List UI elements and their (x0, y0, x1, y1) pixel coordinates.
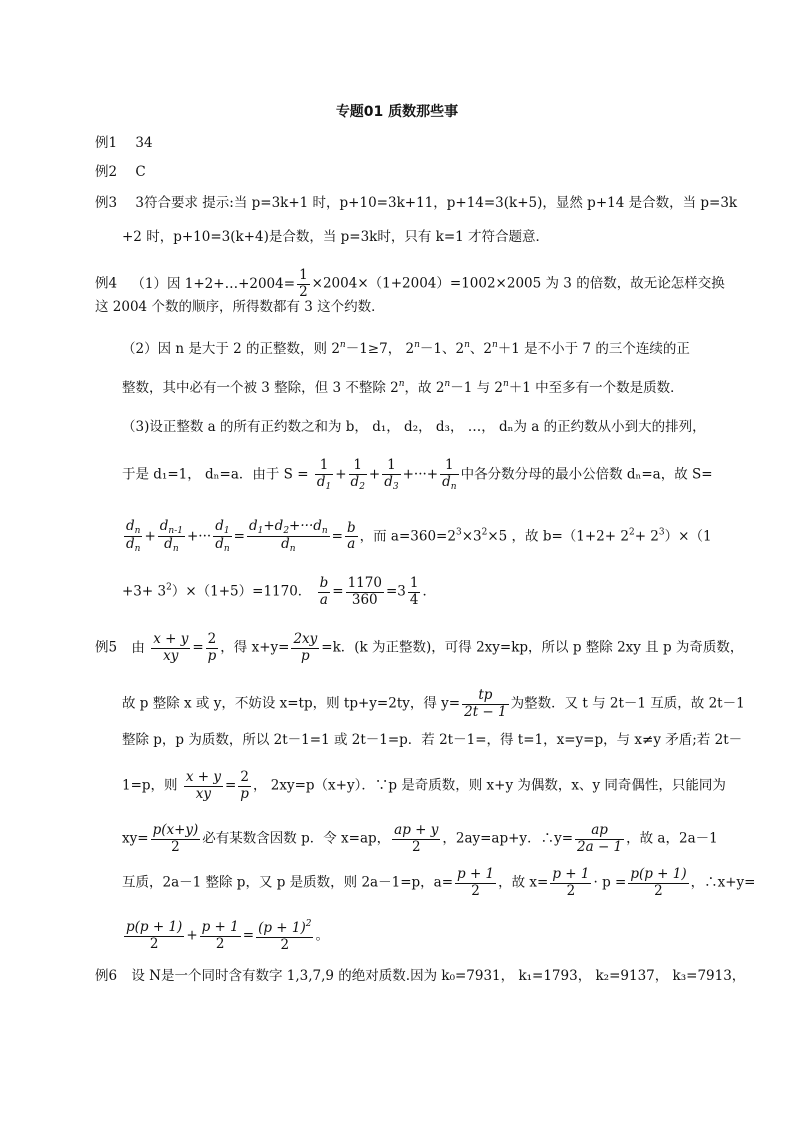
text-segment: 互质，2a－1 整除 p，又 p 是质数，则 2a－1=p，a= (122, 874, 454, 891)
fraction-p-p1-2: $\frac{p(p + 1)}{2}$ (630, 866, 687, 899)
text-segment: 故 p 整除 x 或 y，不妨设 x=tp，则 tp+y=2ty，得 y= (122, 695, 461, 712)
exponent: n (491, 340, 498, 350)
example-4-line-4 (122, 380, 684, 396)
text-segment: ×5 ，故 b=（1+2+ 2 (487, 528, 629, 545)
fraction-2xy-p: $\frac{2xy}{p}$ (293, 631, 318, 664)
example-label: 例1 (95, 135, 118, 151)
fraction-p1-2: $\frac{p + 1}{2}$ (457, 866, 495, 899)
example-label: 例5 (95, 639, 118, 656)
example-4-line-5: （3)设正整数 a 的所有正约数之和为 b， d₁， d₂， d₃， …， dₙ为 a 的正约数从小到大的排列， (122, 419, 706, 435)
text-segment: 整数，其中必有一个被 3 整除，但 3 不整除 2 (122, 380, 399, 396)
text-segment: 必有某数含因数 p．令 x=ap， (202, 830, 391, 847)
fraction-2-p: $\frac{2}{p}$ (240, 769, 249, 802)
example-4-line-6: 于是 d₁=1， dₙ=a．由于 S = $\frac{1}{d_1}$ + $\frac{1}{d_2}$ + $\frac{1}{d_3}$ +···+ $\frac{1}{d_n}$ 中各分数分母的最小公倍数 dₙ=a，故 S= (122, 457, 713, 492)
example-4-line-1 (95, 268, 725, 300)
text-segment: 1=p，则 (122, 777, 178, 794)
example-5-line-6 (122, 867, 756, 899)
fraction-p-xy-over-2: $\frac{p(x+y)}{2}$ (152, 822, 199, 855)
exponent: n (414, 340, 420, 350)
example-6-line-1 (95, 970, 745, 984)
exponent: n (444, 379, 451, 389)
text-segment: 、2 (469, 341, 492, 357)
text-segment: ，得 x+y= (220, 639, 290, 656)
text-segment: ，2ay=ap+y．∴y= (442, 830, 574, 847)
exponent: 3 (658, 527, 665, 538)
example-1 (95, 137, 153, 151)
fraction-1-d2: $\frac{1}{d_2}$ (350, 457, 365, 492)
text-segment: ， 2xy=p（x+y）．∵p 是奇质数，则 x+y 为偶数，x、y 同奇偶性，只能同为 (252, 777, 726, 794)
example-label: 例6 (95, 968, 118, 984)
exponent: n (464, 340, 470, 350)
example-3-line-2: +2 时，p+10=3(k+4)是合数，当 p=3k时，只有 k=1 才符合题意． (122, 229, 550, 245)
text-segment: ． (422, 583, 436, 600)
text-segment: ，故 2 (404, 380, 445, 396)
fraction-2-p: $\frac{2}{p}$ (207, 631, 217, 664)
fraction-ap-2a-1: $\frac{ap}{2a - 1}$ (577, 822, 623, 855)
exponent: 2 (481, 527, 488, 538)
example-label: 例4 (95, 275, 118, 292)
fraction-tp-2t-1: $\frac{tp}{2t - 1}$ (464, 687, 507, 720)
fraction-b-a: $\frac{b}{a}$ (346, 519, 356, 553)
text-segment: 由 (131, 639, 145, 656)
text-segment: 于是 d₁=1， dₙ=a．由于 S = (122, 466, 309, 483)
fraction-numerator: 1 (299, 267, 308, 283)
fraction-1-d1: $\frac{1}{d_1}$ (316, 457, 332, 492)
page-title: 专题01 质数那些事 (335, 104, 459, 120)
exponent: n (339, 340, 346, 350)
text-segment: 。 (315, 927, 329, 944)
fraction-1-dn: $\frac{1}{d_n}$ (442, 457, 457, 492)
fraction-xy-sum-over-xy: $\frac{x + y}{xy}$ (153, 631, 189, 664)
example-label: 例3 (95, 195, 118, 211)
example-4-line-3 (122, 341, 690, 357)
text-segment: ）×（1+5）=1170． (171, 583, 312, 600)
fraction-1-d3: $\frac{1}{d_3}$ (384, 457, 399, 492)
text-segment: －1、2 (419, 341, 465, 357)
text-segment: ，故 a，2a－1 (626, 830, 718, 847)
fraction-denominator: 2 (299, 283, 308, 300)
fraction-sum-dn: $\frac{d_1+d_2+\cdot\cdot\cdot d_n}{d_n}$ (248, 518, 328, 555)
example-5-line-5 (122, 823, 718, 855)
fraction-dn1-dn: $\frac{d_{n-1}}{d_n}$ (159, 518, 183, 555)
answer-text: 34 (135, 135, 153, 151)
fraction-p-p1-2: $\frac{p(p + 1)}{2}$ (126, 919, 183, 952)
example-5-line-7: $\frac{p(p + 1)}{2}$ + $\frac{p + 1}{2}$ = $\frac{(p + 1)^2}{2}$ 。 (126, 919, 329, 953)
example-4-line-7: $\frac{d_n}{d_n}$ + $\frac{d_{n-1}}{d_n}$ +··· $\frac{d_1}{d_n}$ = $\frac{d_1+d_2+\cdot\cdot\cdot d_n}{d_n}$ = $\frac{b}{a}$ ，而 $a=360=2^3\times 3^2\times 5$ ，故 $b=(1+2+ 2^2+ 2^3)\times(1$ (126, 518, 712, 555)
exponent: n (502, 379, 509, 389)
text-segment: ＋1 中至多有一个数是质数． (508, 380, 684, 396)
text-segment: ，而 a=360=2 (359, 528, 456, 545)
example-label: 例2 (95, 164, 118, 180)
text-segment: （1）因 1+2+…+2004= (131, 275, 296, 292)
text-segment: ）×（1 (664, 528, 712, 545)
text-segment: xy= (122, 830, 149, 847)
example-4-line-2: 这 2004 个数的顺序，所得数都有 3 这个约数． (95, 299, 385, 315)
answer-text: C (135, 164, 146, 180)
fraction-d1-dn: $\frac{d_1}{d_n}$ (215, 518, 230, 555)
text-segment: · p = (593, 874, 627, 891)
text-segment: + 2 (634, 528, 659, 545)
text-segment: 为整数．又 t 与 2t－1 互质，故 2t－1 (510, 695, 745, 712)
text-segment: =k．(k 为正整数)，可得 2xy=kp，所以 p 整除 2xy 且 p 为奇质数， (321, 639, 744, 656)
example-2 (95, 166, 146, 180)
fraction-p1-2: $\frac{p + 1}{2}$ (201, 919, 239, 952)
text-segment: ＋1 是不小于 7 的三个连续的正 (497, 341, 690, 357)
text-segment: ×3 (461, 528, 482, 545)
fraction-xy-sum-over-xy: $\frac{x + y}{xy}$ (185, 769, 221, 802)
fraction-p1-squared-2: $\frac{(p + 1)^2}{2}$ (258, 919, 312, 953)
text-segment: 设 N是一个同时含有数字 1,3,7,9 的绝对质数.因为 k₀=7931， k₁=1793， k₂=9137， k₃=7913， (131, 968, 746, 984)
text-segment: ，故 x= (498, 874, 549, 891)
fraction-dn-dn: $\frac{d_n}{d_n}$ (126, 518, 141, 555)
example-5-line-3: 整除 p，p 为质数，所以 2t－1=1 或 2t－1=p．若 2t－1=，得 t=1，x=y=p，与 x≠y 矛盾;若 2t－ (122, 732, 743, 748)
exponent: 3 (455, 527, 462, 538)
text-segment: 3符合要求 提示:当 (135, 195, 248, 211)
exponent: 2 (166, 582, 172, 593)
fraction-1170-360: $\frac{1170}{360}$ (347, 575, 382, 608)
example-3-line-1 (95, 197, 737, 211)
text-segment: +3+ 3 (122, 583, 167, 600)
example-5-line-1: 例5 由 $\frac{x + y}{xy}$ = $\frac{2}{p}$ ，得 x+y= $\frac{2xy}{p}$ =k．(k 为正整数)，可得 2xy=kp，所以 p 整除 2xy 且 p 为奇质数， (95, 631, 744, 664)
exponent: n (398, 379, 405, 389)
text-segment: －1 与 2 (450, 380, 503, 396)
text-segment: ，∴x+y= (690, 874, 756, 891)
example-5-line-4: 1=p，则 $\frac{x + y}{xy}$ = $\frac{2}{p}$ ， 2xy=p（x+y）．∵p 是奇质数，则 x+y 为偶数，x、y 同奇偶性，只能同为 (122, 769, 726, 802)
example-5-line-2 (122, 688, 745, 720)
text-segment: －1≥7， 2 (345, 341, 415, 357)
fraction-p1-2: $\frac{p + 1}{2}$ (552, 866, 590, 899)
text-segment: p=3k+1 时，p+10=3k+11，p+14=3(k+5)，显然 p+14 是合数，当 p=3k (251, 195, 738, 211)
text-segment: ×2004×（1+2004）=1002×2005 为 3 的倍数，故无论怎样交换 (311, 275, 725, 292)
fraction-b-a: $\frac{b}{a}$ (319, 575, 329, 608)
fraction-one-quarter: $\frac{1}{4}$ (409, 575, 419, 608)
fraction-ap-y-over-2: $\frac{ap + y}{2}$ (394, 822, 439, 855)
exponent: 2 (628, 527, 635, 538)
example-4-line-8: $+3+ 3^2)\times(1+5)=1170$． $\frac{b}{a}$ = $\frac{1170}{360}$ =3 $\frac{1}{4}$ ． (122, 575, 436, 608)
fraction-one-half (297, 268, 310, 300)
text-segment: （2）因 n 是大于 2 的正整数，则 2 (122, 341, 340, 357)
text-segment: 中各分数分母的最小公倍数 dₙ=a，故 S= (460, 466, 713, 483)
